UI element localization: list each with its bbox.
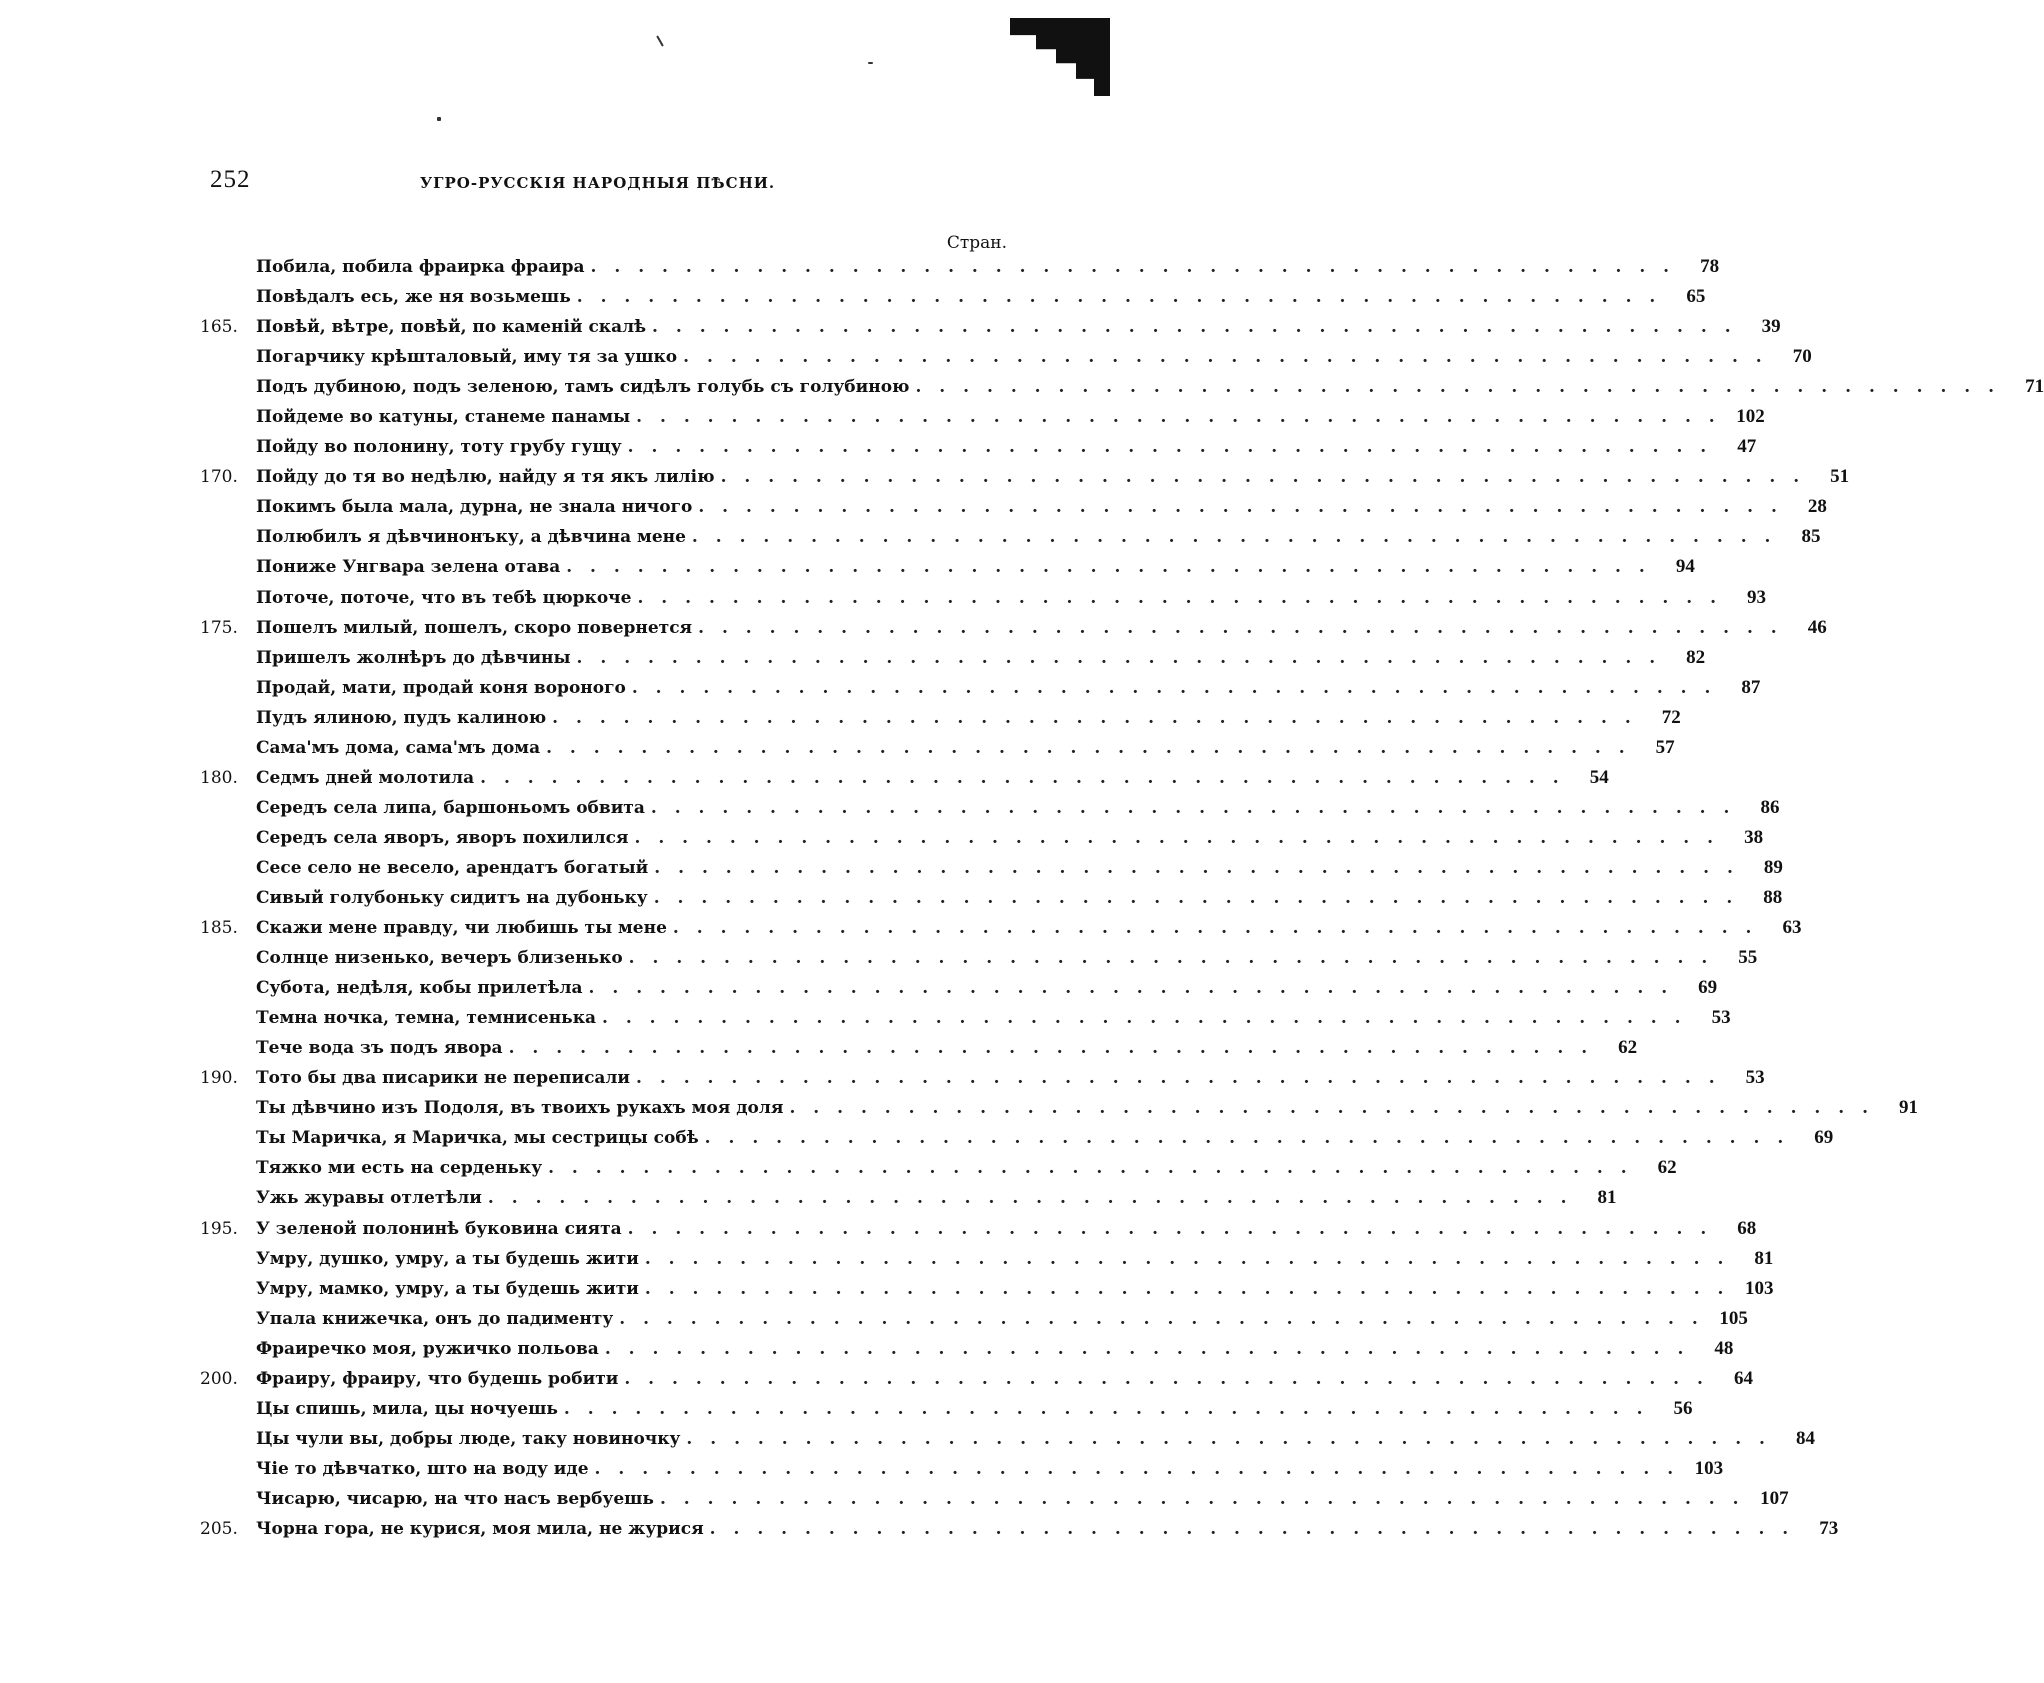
index-entry bbox=[200, 372, 2044, 402]
scan-speck bbox=[656, 35, 664, 46]
entry-title: Субота, недѣля, кобы прилетѣла bbox=[256, 978, 583, 999]
entry-page: 81 bbox=[1754, 1247, 1774, 1269]
dot-leader: . . . . . . . . . . . . . . . . . . . . . . . . . . . . . . . . . . . . . . . . . . . . . . bbox=[704, 1128, 1790, 1149]
entry-title: Пришелъ жолнѣръ до дѣвчины bbox=[256, 647, 571, 668]
entry-page: 91 bbox=[1899, 1097, 1919, 1119]
entry-title: Пошелъ милый, пошелъ, скоро повернется bbox=[256, 617, 693, 638]
index-entry bbox=[200, 282, 1706, 312]
dot-leader: . . . . . . . . . . . . . . . . . . . . . . . . . . . . . . . . . . . . . . . . . . . . . . bbox=[686, 1428, 1771, 1449]
scan-speck bbox=[868, 62, 873, 64]
index-entry bbox=[200, 1063, 1765, 1093]
dot-leader: . . . . . . . . . . . . . . . . . . . . . . . . . . . . . . . . . . . . . . . . . . . . . . bbox=[576, 647, 1662, 668]
entry-title: Повѣй, вѣтре, повѣй, по каменій скалѣ bbox=[256, 317, 647, 338]
entry-page: 93 bbox=[1747, 586, 1767, 608]
entry-title: Повѣдалъ есь, же ня возьмешь bbox=[256, 287, 571, 308]
entry-page: 88 bbox=[1763, 886, 1783, 908]
entry-title: Ужь журавы отлетѣли bbox=[256, 1188, 482, 1209]
index-entry bbox=[200, 943, 1758, 973]
dot-leader: . . . . . . . . . . . . . . . . . . . . . . . . . . . . . . . . . . . . . . . . . . . . . . bbox=[628, 948, 1714, 969]
index-entry bbox=[200, 1484, 1789, 1514]
index-entry bbox=[200, 763, 1609, 793]
entry-page: 82 bbox=[1686, 646, 1706, 668]
entry-number: 195. bbox=[200, 1218, 238, 1239]
index-entry bbox=[200, 462, 1850, 492]
entry-number: 180. bbox=[200, 767, 238, 788]
dot-leader: . . . . . . . . . . . . . . . . . . . . . . . . . . . . . . . . . . . . . . . . . . . . . . bbox=[508, 1038, 1594, 1059]
dot-leader: . . . . . . . . . . . . . . . . . . . . . . . . . . . . . . . . . . . . . . . . . . . . . . bbox=[627, 1218, 1713, 1239]
dot-leader: . . . . . . . . . . . . . . . . . . . . . . . . . . . . . . . . . . . . . . . . . . . . . . bbox=[566, 557, 1651, 578]
entry-number: 205. bbox=[200, 1518, 238, 1539]
entry-title: Цы чули вы, добры люде, таку новиночку bbox=[256, 1428, 681, 1449]
dot-leader: . . . . . . . . . . . . . . . . . . . . . . . . . . . . . . . . . . . . . . . . . . . . . . bbox=[487, 1188, 1573, 1209]
index-entry bbox=[200, 1033, 1638, 1063]
dot-leader: . . . . . . . . . . . . . . . . . . . . . . . . . . . . . . . . . . . . . . . . . . . . . . bbox=[627, 437, 1713, 458]
entry-page: 78 bbox=[1700, 256, 1720, 277]
entry-page: 51 bbox=[1830, 466, 1850, 488]
entry-title: Погарчику крѣшталовый, иму тя за ушко bbox=[256, 347, 678, 368]
entry-title: Солнце низенько, вечеръ близенько bbox=[256, 948, 623, 969]
entry-title: Упала книжечка, онъ до падименту bbox=[256, 1308, 614, 1329]
entry-title: Пойду во полонину, тоту грубу гущу bbox=[256, 437, 622, 458]
entry-number: 190. bbox=[200, 1068, 238, 1089]
entry-page: 69 bbox=[1814, 1127, 1834, 1149]
index-entry bbox=[200, 522, 1821, 552]
entry-page: 84 bbox=[1795, 1427, 1815, 1449]
index-list bbox=[200, 252, 2044, 1544]
index-entry bbox=[200, 432, 1757, 462]
entry-title: Продай, мати, продай коня вороного bbox=[256, 677, 626, 698]
dot-leader: . . . . . . . . . . . . . . . . . . . . . . . . . . . . . . . . . . . . . . . . . . . . . . bbox=[709, 1518, 1795, 1539]
entry-page: 64 bbox=[1733, 1367, 1753, 1389]
entry-page: 69 bbox=[1698, 977, 1718, 999]
index-entry bbox=[200, 1274, 1774, 1304]
dot-leader: . . . . . . . . . . . . . . . . . . . . . . . . . . . . . . . . . . . . . . . . . . . . . . bbox=[546, 737, 1631, 758]
entry-title: Середъ села липа, баршоньомъ обвита bbox=[256, 797, 645, 818]
entry-title: Ты дѣвчино изъ Подоля, въ твоихъ рукахъ моя доля bbox=[256, 1098, 784, 1119]
entry-title: Чисарю, чисарю, на что насъ вербуешь bbox=[256, 1488, 654, 1509]
dot-leader: . . . . . . . . . . . . . . . . . . . . . . . . . . . . . . . . . . . . . . . . . . . . . . bbox=[672, 918, 1758, 939]
index-entry bbox=[200, 402, 1765, 432]
entry-title: Фраиру, фраиру, что будешь робити bbox=[256, 1368, 619, 1389]
index-entry bbox=[200, 1093, 1919, 1123]
dot-leader: . . . . . . . . . . . . . . . . . . . . . . . . . . . . . . . . . . . . . . . . . . . . . . bbox=[631, 677, 1717, 698]
entry-title: Пойду до тя во недѣлю, найду я тя якъ лилію bbox=[256, 467, 715, 488]
entry-title: Сама'мъ дома, сама'мъ дома bbox=[256, 737, 541, 758]
dot-leader: . . . . . . . . . . . . . . . . . . . . . . . . . . . . . . . . . . . . . . . . . . . . . . bbox=[644, 1278, 1730, 1299]
index-entry bbox=[200, 1424, 1815, 1454]
dot-leader: . . . . . . . . . . . . . . . . . . . . . . . . . . . . . . . . . . . . . . . . . . . . . . bbox=[636, 407, 1721, 428]
entry-page: 55 bbox=[1738, 947, 1758, 969]
entry-page: 71 bbox=[2025, 376, 2044, 398]
page-number: 252 bbox=[210, 166, 251, 193]
running-title: УГРО-РУССКІЯ НАРОДНЫЯ ПѢСНИ. bbox=[420, 174, 776, 192]
index-entry bbox=[200, 1153, 1677, 1183]
index-entry bbox=[200, 613, 1827, 643]
dot-leader: . . . . . . . . . . . . . . . . . . . . . . . . . . . . . . . . . . . . . . . . . . . . . . bbox=[698, 497, 1783, 518]
entry-title: Чорна гора, не курися, моя мила, не журися bbox=[256, 1518, 704, 1539]
entry-title: Умру, душко, умру, а ты будешь жити bbox=[256, 1248, 639, 1269]
entry-title: Ты Маричка, я Маричка, мы сестрицы собѣ bbox=[256, 1128, 699, 1149]
index-entry bbox=[200, 853, 1783, 883]
entry-title: Покимъ была мала, дурна, не знала ничого bbox=[256, 497, 693, 518]
index-entry bbox=[200, 552, 1695, 582]
dot-leader: . . . . . . . . . . . . . . . . . . . . . . . . . . . . . . . . . . . . . . . . . . . . . . bbox=[720, 467, 1806, 488]
index-entry bbox=[200, 1183, 1617, 1213]
entry-title: Сивый голубоньку сидитъ на дубоньку bbox=[256, 887, 648, 908]
entry-page: 46 bbox=[1807, 616, 1827, 638]
entry-page: 81 bbox=[1597, 1187, 1617, 1209]
entry-title: Тото бы два писарики не переписали bbox=[256, 1068, 631, 1089]
index-entry bbox=[200, 733, 1675, 763]
entry-page: 65 bbox=[1686, 286, 1706, 308]
entry-title: У зеленой полонинѣ буковина сията bbox=[256, 1218, 622, 1239]
entry-title: Седмъ дней молотила bbox=[256, 767, 475, 788]
dot-leader: . . . . . . . . . . . . . . . . . . . . . . . . . . . . . . . . . . . . . . . . . . . . . . bbox=[915, 377, 2001, 398]
entry-page: 28 bbox=[1807, 496, 1827, 518]
index-entry bbox=[200, 342, 1812, 372]
index-entry bbox=[200, 913, 1802, 943]
dot-leader: . . . . . . . . . . . . . . . . . . . . . . . . . . . . . . . . . . . . . . . . . . . . . . bbox=[691, 527, 1777, 548]
dot-leader: . . . . . . . . . . . . . . . . . . . . . . . . . . . . . . . . . . . . . . . . . . . . . . bbox=[601, 1008, 1687, 1029]
entry-number: 170. bbox=[200, 467, 238, 488]
entry-page: 47 bbox=[1737, 436, 1757, 458]
entry-title: Середъ села яворъ, яворъ похилился bbox=[256, 827, 629, 848]
dot-leader: . . . . . . . . . . . . . . . . . . . . . . . . . . . . . . . . . . . . . . . . . . . . . . bbox=[619, 1308, 1704, 1329]
dot-leader: . . . . . . . . . . . . . . . . . . . . . . . . . . . . . . . . . . . . . . . . . . . . . . bbox=[652, 317, 1737, 338]
dot-leader: . . . . . . . . . . . . . . . . . . . . . . . . . . . . . . . . . . . . . . . . . . . . . . bbox=[563, 1398, 1649, 1419]
index-entry bbox=[200, 793, 1780, 823]
index-entry bbox=[200, 883, 1783, 913]
entry-title: Пойдеме во катуны, станеме панамы bbox=[256, 407, 631, 428]
entry-title: Тяжко ми есть на серденьку bbox=[256, 1158, 543, 1179]
entry-page: 48 bbox=[1714, 1337, 1734, 1359]
entry-page: 62 bbox=[1618, 1037, 1638, 1059]
dot-leader: . . . . . . . . . . . . . . . . . . . . . . . . . . . . . . . . . . . . . . . . . . . . . . bbox=[576, 287, 1662, 308]
entry-page: 105 bbox=[1719, 1307, 1748, 1329]
index-entry bbox=[200, 823, 1764, 853]
entry-page: 39 bbox=[1761, 316, 1781, 338]
entry-title: Побила, побила фраирка фраира bbox=[256, 257, 585, 277]
entry-page: 38 bbox=[1744, 826, 1764, 848]
dot-leader: . . . . . . . . . . . . . . . . . . . . . . . . . . . . . . . . . . . . . . . . . . . . . . bbox=[653, 887, 1739, 908]
index-entry bbox=[200, 1304, 1748, 1334]
index-entry bbox=[200, 252, 1720, 282]
entry-page: 57 bbox=[1655, 736, 1675, 758]
dot-leader: . . . . . . . . . . . . . . . . . . . . . . . . . . . . . . . . . . . . . . . . . . . . . . bbox=[637, 587, 1723, 608]
index-entry bbox=[200, 1244, 1774, 1274]
entry-page: 94 bbox=[1675, 556, 1695, 578]
entry-page: 56 bbox=[1673, 1397, 1693, 1419]
entry-page: 70 bbox=[1792, 346, 1812, 368]
entry-page: 87 bbox=[1741, 676, 1761, 698]
dot-leader: . . . . . . . . . . . . . . . . . . . . . . . . . . . . . . . . . . . . . . . . . . . . . . bbox=[683, 347, 1768, 368]
entry-number: 165. bbox=[200, 317, 238, 338]
entry-title: Подъ дубиною, подъ зеленою, тамъ сидѣлъ голубь съ голубиною bbox=[256, 377, 910, 398]
dot-leader: . . . . . . . . . . . . . . . . . . . . . . . . . . . . . . . . . . . . . . . . . . . . . . bbox=[650, 797, 1736, 818]
entry-title: Фраиречко моя, ружичко польова bbox=[256, 1338, 599, 1359]
entry-title: Пудъ ялиною, пудъ калиною bbox=[256, 707, 547, 728]
dot-leader: . . . . . . . . . . . . . . . . . . . . . . . . . . . . . . . . . . . . . . . . . . . . . . bbox=[644, 1248, 1730, 1269]
index-entry bbox=[200, 703, 1681, 733]
entry-title: Скажи мене правду, чи любишь ты мене bbox=[256, 918, 667, 939]
index-entry bbox=[200, 1334, 1734, 1364]
entry-page: 102 bbox=[1736, 406, 1765, 428]
scan-corner-mark bbox=[1010, 18, 1110, 96]
index-entry bbox=[200, 583, 1767, 613]
entry-page: 103 bbox=[1694, 1457, 1724, 1479]
dot-leader: . . . . . . . . . . . . . . . . . . . . . . . . . . . . . . . . . . . . . . . . . . . . . . bbox=[624, 1368, 1709, 1389]
entry-page: 53 bbox=[1711, 1007, 1731, 1029]
entry-title: Цы спишь, мила, цы ночуешь bbox=[256, 1398, 558, 1419]
index-entry bbox=[200, 1003, 1731, 1033]
page-column-label: Стран. bbox=[946, 233, 1007, 253]
dot-leader: . . . . . . . . . . . . . . . . . . . . . . . . . . . . . . . . . . . . . . . . . . . . . . bbox=[636, 1068, 1721, 1089]
entry-title: Пониже Унгвара зелена отава bbox=[256, 557, 561, 578]
entry-page: 53 bbox=[1745, 1067, 1765, 1089]
entry-page: 103 bbox=[1744, 1277, 1774, 1299]
index-entry bbox=[200, 1214, 1757, 1244]
dot-leader: . . . . . . . . . . . . . . . . . . . . . . . . . . . . . . . . . . . . . . . . . . . . . . bbox=[594, 1458, 1680, 1479]
dot-leader: . . . . . . . . . . . . . . . . . . . . . . . . . . . . . . . . . . . . . . . . . . . . . . bbox=[604, 1338, 1690, 1359]
entry-page: 72 bbox=[1661, 706, 1681, 728]
entry-title: Умру, мамко, умру, а ты будешь жити bbox=[256, 1278, 639, 1299]
index-entry bbox=[200, 1123, 1834, 1153]
dot-leader: . . . . . . . . . . . . . . . . . . . . . . . . . . . . . . . . . . . . . . . . . . . . . . bbox=[698, 617, 1783, 638]
entry-page: 54 bbox=[1589, 766, 1609, 788]
scan-speck bbox=[437, 117, 441, 121]
entry-page: 68 bbox=[1737, 1217, 1757, 1239]
dot-leader: . . . . . . . . . . . . . . . . . . . . . . . . . . . . . . . . . . . . . . . . . . . . . . bbox=[634, 827, 1720, 848]
index-entry bbox=[200, 1394, 1693, 1424]
dot-leader: . . . . . . . . . . . . . . . . . . . . . . . . . . . . . . . . . . . . . . . . . . . . . . bbox=[552, 707, 1637, 728]
entry-page: 63 bbox=[1782, 917, 1802, 939]
entry-page: 89 bbox=[1763, 856, 1783, 878]
entry-page: 86 bbox=[1760, 796, 1780, 818]
entry-title: Поточе, поточе, что въ тебѣ цюркоче bbox=[256, 587, 632, 608]
dot-leader: . . . . . . . . . . . . . . . . . . . . . . . . . . . . . . . . . . . . . . . . . . . . . . bbox=[548, 1158, 1633, 1179]
index-entry bbox=[200, 1364, 1753, 1394]
entry-title: Сесе село не весело, арендатъ богатый bbox=[256, 857, 649, 878]
entry-title: Чіе то дѣвчатко, што на воду иде bbox=[256, 1458, 589, 1479]
dot-leader: . . . . . . . . . . . . . . . . . . . . . . . . . . . . . . . . . . . . . . . . . . . . . . bbox=[659, 1488, 1745, 1509]
entry-page: 107 bbox=[1760, 1487, 1789, 1509]
entry-title: Полюбилъ я дѣвчинонъку, а дѣвчина мене bbox=[256, 527, 686, 548]
page-header bbox=[210, 166, 1000, 206]
index-entry bbox=[200, 1514, 1839, 1544]
dot-leader: . . . . . . . . . . . . . . . . . . . . . . . . . . . . . . . . . . . . . . . . . . . . . . bbox=[590, 257, 1676, 277]
entry-number: 175. bbox=[200, 617, 238, 638]
index-entry bbox=[200, 1454, 1724, 1484]
entry-page: 62 bbox=[1657, 1157, 1677, 1179]
index-entry bbox=[200, 312, 1781, 342]
dot-leader: . . . . . . . . . . . . . . . . . . . . . . . . . . . . . . . . . . . . . . . . . . . . . . bbox=[588, 978, 1674, 999]
index-entry bbox=[200, 492, 1827, 522]
dot-leader: . . . . . . . . . . . . . . . . . . . . . . . . . . . . . . . . . . . . . . . . . . . . . . bbox=[480, 767, 1565, 788]
index-entry bbox=[200, 673, 1761, 703]
entry-number: 200. bbox=[200, 1368, 238, 1389]
entry-number: 185. bbox=[200, 918, 238, 939]
entry-title: Тече вода зъ подъ явора bbox=[256, 1038, 503, 1059]
entry-page: 73 bbox=[1819, 1517, 1839, 1539]
index-entry bbox=[200, 643, 1706, 673]
dot-leader: . . . . . . . . . . . . . . . . . . . . . . . . . . . . . . . . . . . . . . . . . . . . . . bbox=[654, 857, 1739, 878]
dot-leader: . . . . . . . . . . . . . . . . . . . . . . . . . . . . . . . . . . . . . . . . . . . . . . bbox=[789, 1098, 1875, 1119]
entry-page: 85 bbox=[1801, 526, 1821, 548]
index-entry bbox=[200, 973, 1718, 1003]
entry-title: Темна ночка, темна, темнисенька bbox=[256, 1008, 596, 1029]
